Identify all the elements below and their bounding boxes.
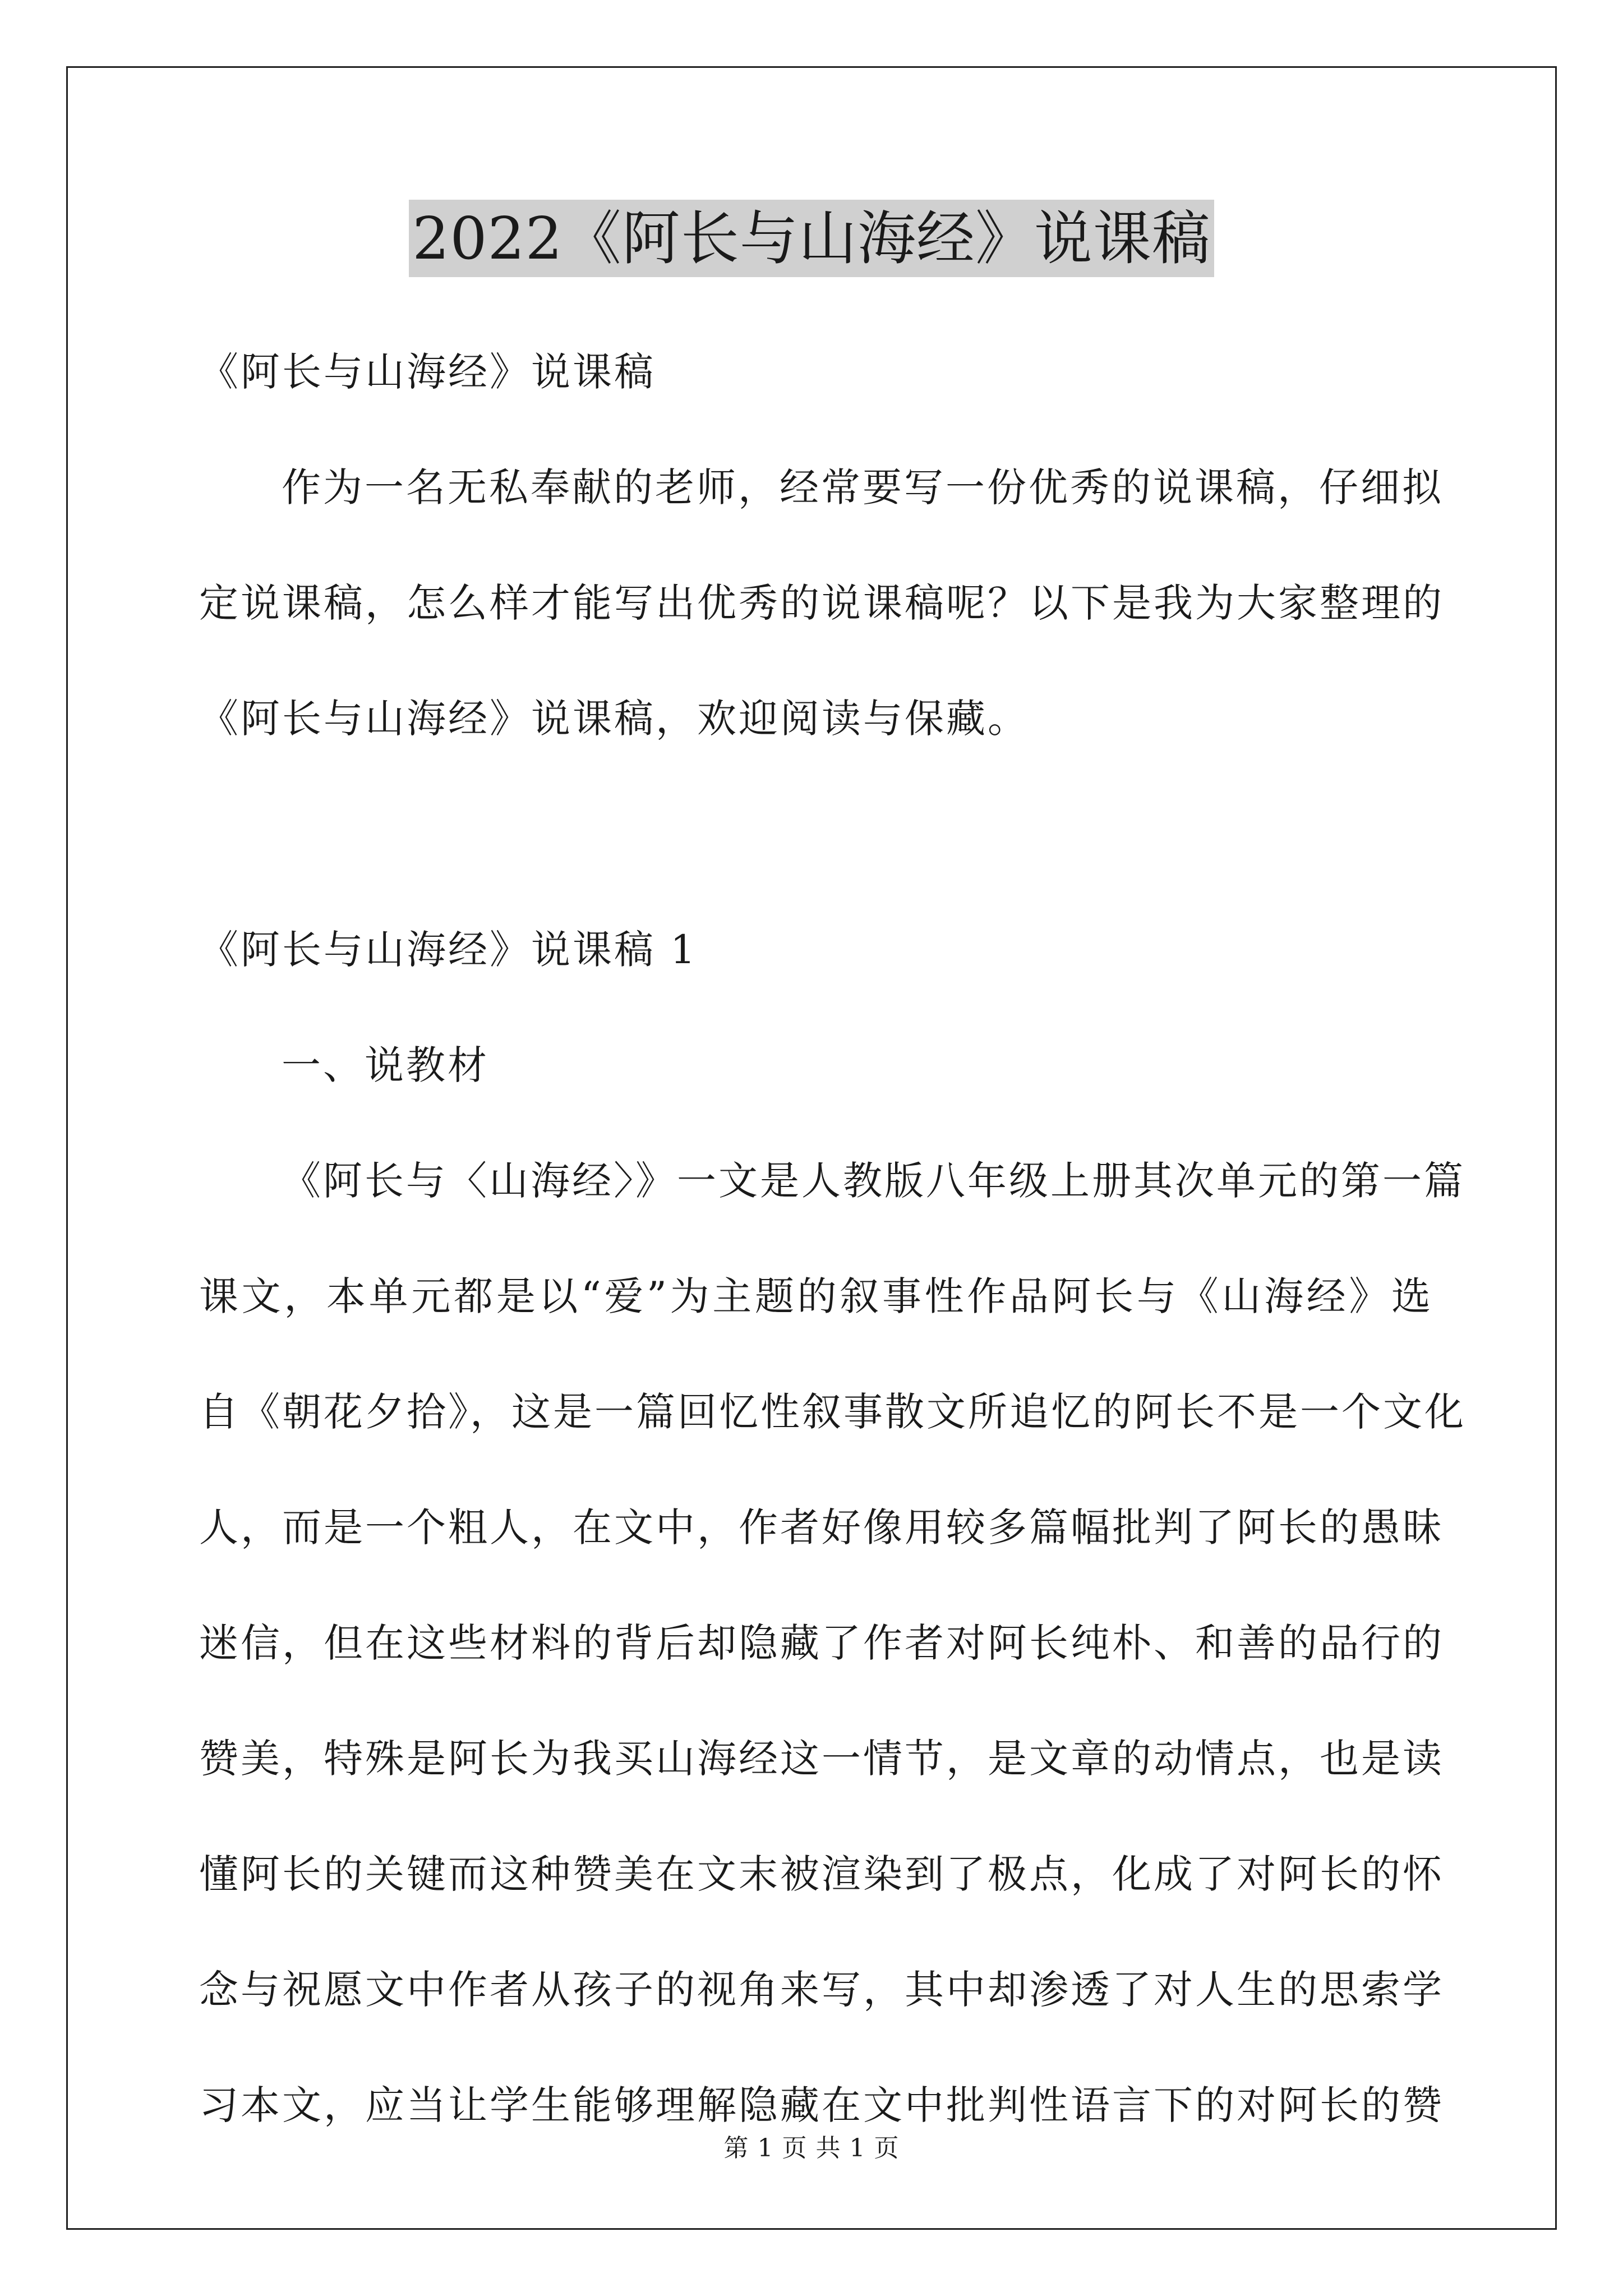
page-footer: 第 1 页 共 1 页 <box>723 2134 900 2162</box>
subtitle: 《阿长与山海经》说课稿 <box>199 349 656 395</box>
intro-line: 《阿长与山海经》说课稿，欢迎阅读与保藏。 <box>199 696 1029 742</box>
body-line: 习本文，应当让学生能够理解隐藏在文中批判性语言下的对阿长的赞 <box>199 2082 1444 2128</box>
section-title: 《阿长与山海经》说课稿 1 <box>199 927 698 973</box>
body-line: 课文，本单元都是以“爱”为主题的叙事性作品阿长与《山海经》选 <box>199 1273 1433 1319</box>
intro-line: 定说课稿，怎么样才能写出优秀的说课稿呢？以下是我为大家整理的 <box>199 580 1444 626</box>
body-line: 人，而是一个粗人，在文中，作者好像用较多篇幅批判了阿长的愚昧 <box>199 1504 1444 1550</box>
document-title: 2022《阿长与山海经》说课稿 <box>409 200 1214 277</box>
intro-line: 作为一名无私奉献的老师，经常要写一份优秀的说课稿，仔细拟 <box>282 464 1444 510</box>
body-line: 《阿长与〈山海经〉》一文是人教版八年级上册其次单元的第一篇 <box>282 1158 1465 1204</box>
body-line: 懂阿长的关键而这种赞美在文末被渲染到了极点，化成了对阿长的怀 <box>199 1851 1444 1897</box>
section-heading: 一、说教材 <box>282 1042 489 1088</box>
body-line: 念与祝愿文中作者从孩子的视角来写，其中却渗透了对人生的思索学 <box>199 1967 1444 2013</box>
body-line: 迷信，但在这些材料的背后却隐藏了作者对阿长纯朴、和善的品行的 <box>199 1620 1444 1666</box>
body-line: 赞美，特殊是阿长为我买山海经这一情节，是文章的动情点，也是读 <box>199 1736 1444 1782</box>
title-container <box>0 200 1623 277</box>
body-line: 自《朝花夕拾》，这是一篇回忆性叙事散文所追忆的阿长不是一个文化 <box>199 1389 1466 1435</box>
spacer <box>199 776 1433 892</box>
document-body <box>199 314 1466 2163</box>
